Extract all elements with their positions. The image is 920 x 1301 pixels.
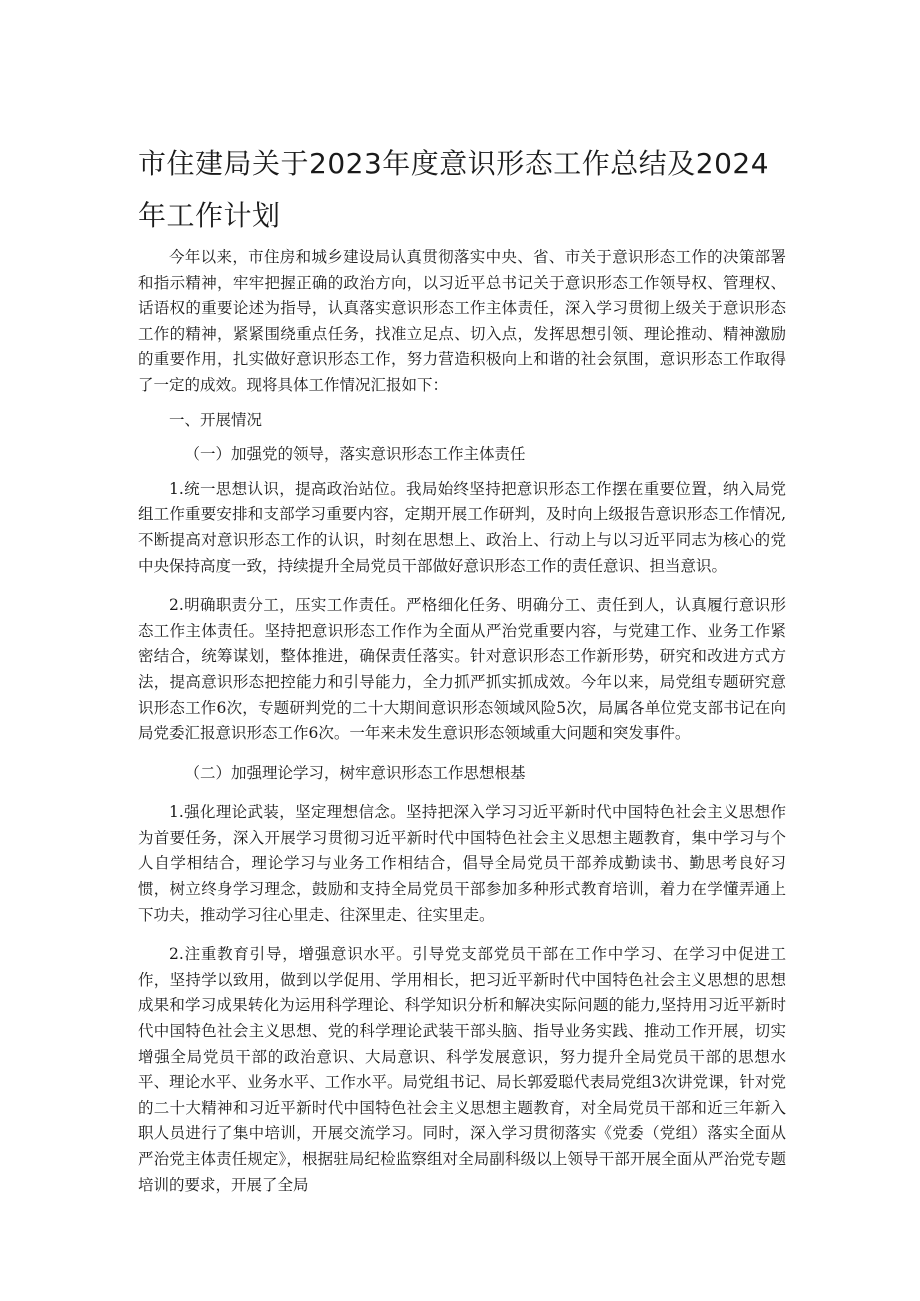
intro-paragraph: 今年以来，市住房和城乡建设局认真贯彻落实中央、省、市关于意识形态工作的决策部署和指示精神，牢牢把握正确的政治方向，以习近平总书记关于意识形态工作领导权、管理权、话语权的重要论述为指导，认真落实意识形态工作主体责任，深入学习贯彻上级关于意识形态工作的精神，紧紧围绕重点任务，找准立足点、切入点，发挥思想引领、理论推动、精神激励的重要作用，扎实做好意识形态工作，努力营造积极向上和谐的社会氛围，意识形态工作取得了一定的成效。现将具体工作情况汇报如下： (138, 248, 786, 394)
document-title: 市住建局关于2023年度意识形态工作总结及2024年工作计划 (138, 147, 770, 232)
paragraph-1-1: 1.统一思想认识，提高政治站位。我局始终坚持把意识形态工作摆在重要位置，纳入局党组工作重要安排和支部学习重要内容，定期开展工作研判，及时向上级报告意识形态工作情况,不断提高对意识形态工作的认识，时刻在思想上、政治上、行动上与以习近平同志为核心的党中央保持高度一致，持续提升全局党员干部做好意识形态工作的责任意识、担当意识。 (138, 479, 786, 575)
paragraph-2-1: 1.强化理论武装，坚定理想信念。坚持把深入学习习近平新时代中国特色社会主义思想作为首要任务，深入开展学习贯彻习近平新时代中国特色社会主义思想主题教育，集中学习与个人自学相结合，理论学习与业务工作相结合，倡导全局党员干部养成勤读书、勤思考良好习惯，树立终身学习理念，鼓励和支持全局党员干部参加多种形式教育培训，着力在学懂弄通上下功夫，推动学习往心里走、往深里走、往实里走。 (138, 803, 786, 924)
document-body (138, 245, 786, 1207)
paragraph-2-2: 2.注重教育引导，增强意识水平。引导党支部党员干部在工作中学习、在学习中促进工作，坚持学以致用，做到以学促用、学用相长，把习近平新时代中国特色社会主义思想的思想成果和学习成果转化为运用科学理论、科学知识分析和解决实际问题的能力,坚持用习近平新时代中国特色社会主义思想、党的科学理论武装干部头脑、指导业务实践、推动工作开展，切实增强全局党员干部的政治意识、大局意识、科学发展意识，努力提升全局党员干部的思想水平、理论水平、业务水平、工作水平。局党组书记、局长郭爱聪代表局党组3次讲党课，针对党的二十大精神和习近平新时代中国特色社会主义思想主题教育，对全局党员干部和近三年新入职人员进行了集中培训，开展交流学习。同时，深入学习贯彻落实《党委（党组）落实全面从严治党主体责任规定》，根据驻局纪检监察组对全局副科级以上领导干部开展全面从严治党专题培训的要求，开展了全局 (138, 945, 786, 1194)
subsection-heading-2: （二）加强理论学习，树牢意识形态工作思想根基 (184, 763, 526, 782)
paragraph-1-2: 2.明确职责分工，压实工作责任。严格细化任务、明确分工、责任到人，认真履行意识形态工作主体责任。坚持把意识形态工作作为全面从严治党重要内容，与党建工作、业务工作紧密结合，统筹谋划，整体推进，确保责任落实。针对意识形态工作新形势，研究和改进方式方法，提高意识形态把控能力和引导能力，全力抓严抓实抓成效。今年以来，局党组专题研究意识形态工作6次，专题研判党的二十大期间意识形态领域风险5次，局属各单位党支部书记在向局党委汇报意识形态工作6次。一年来未发生意识形态领域重大问题和突发事件。 (138, 596, 786, 743)
subsection-heading-1: （一）加强党的领导，落实意识形态工作主体责任 (184, 445, 526, 464)
section-heading-1: 一、开展情况 (169, 410, 263, 429)
